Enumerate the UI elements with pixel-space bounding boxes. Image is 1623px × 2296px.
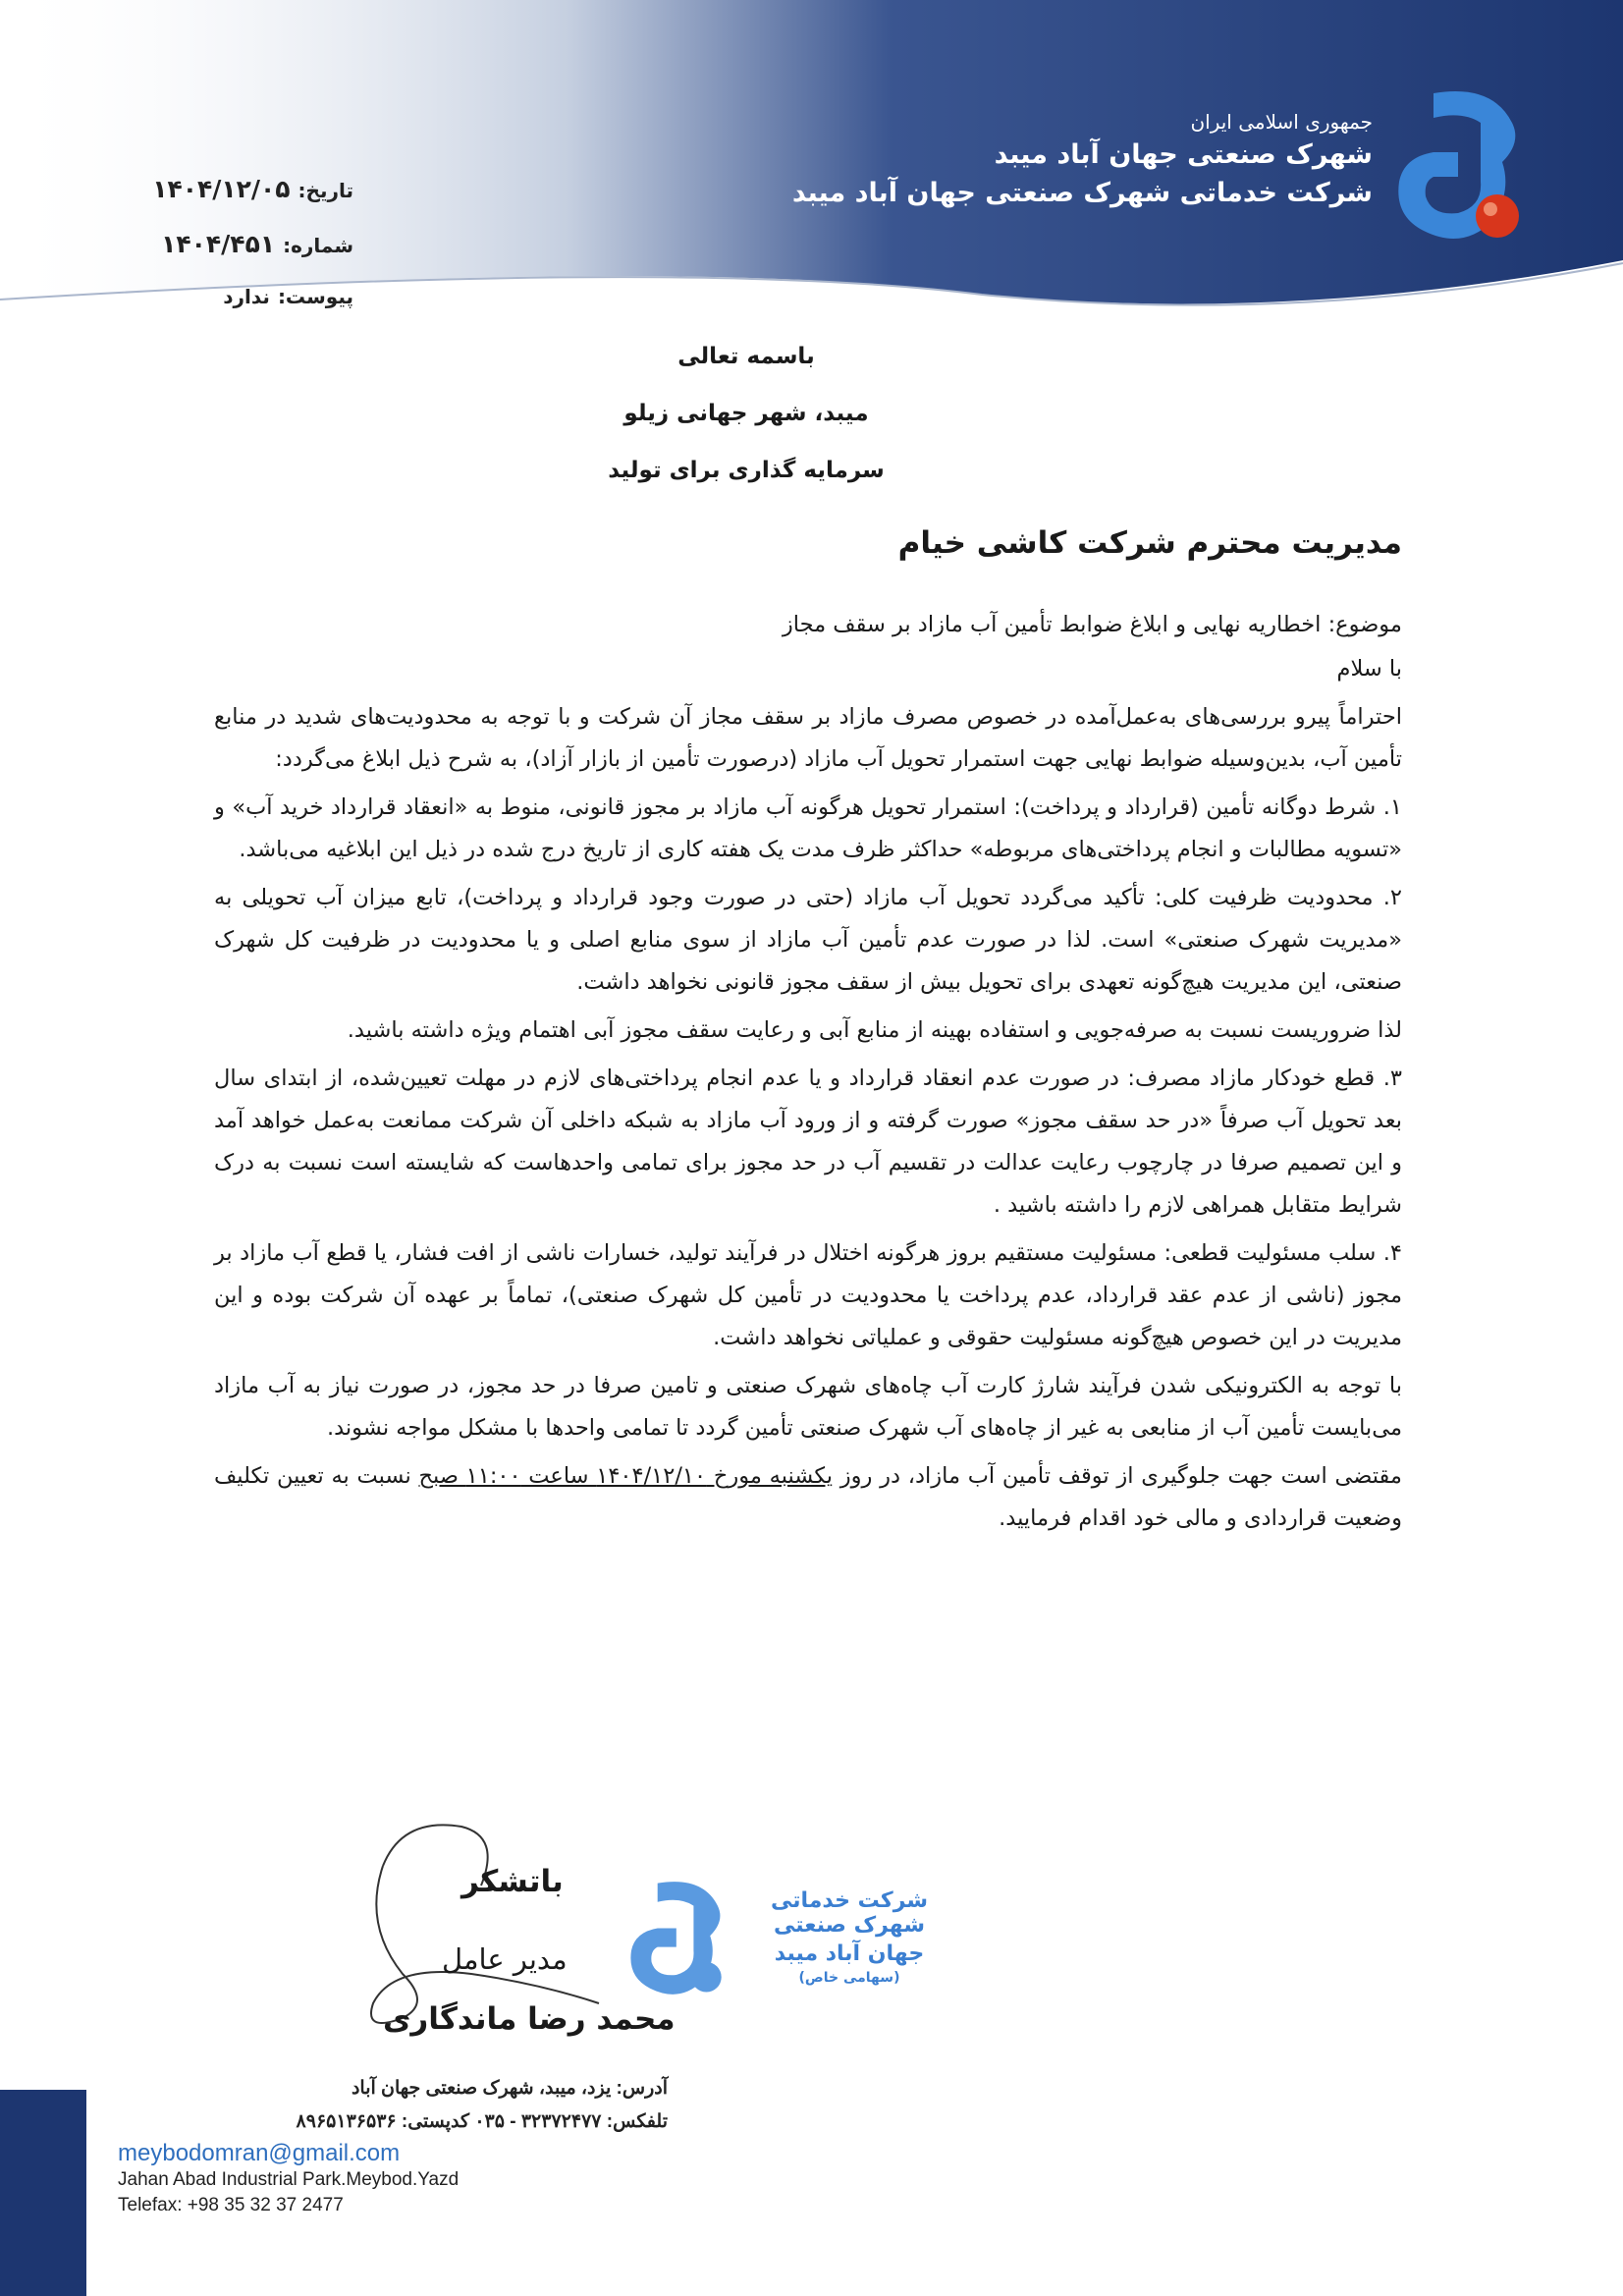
- paragraph-clause-2: ۲. محدودیت ظرفیت کلی: تأکید می‌گردد تحویل آب مازاد (حتی در صورت وجود قرارداد و پرداخت)، تابع میزان آب تحویلی به «مدیریت شهرک صنعتی» است. لذا در صورت عدم تأمین آب مازاد از سوی منابع اصلی و یا محدودیت در ظرفیت کل شهرک صنعتی، این مدیریت هیچ‌گونه تعهدی برای تحویل بیش از سقف مجوز قانونی نخواهد داشت.: [214, 885, 1402, 995]
- deadline-date: یکشنبه مورخ ۱۴۰۴/۱۲/۱۰ ساعت ۱۱:۰۰ صبح: [418, 1463, 834, 1489]
- number-value: ۱۴۰۴/۴۵۱: [161, 230, 276, 258]
- invocation: باسمه تعالی: [677, 344, 815, 369]
- paragraph-clause-3: ۳. قطع خودکار مازاد مصرف: در صورت عدم انعقاد قرارداد و یا عدم انجام پرداختی‌های لازم در مهلت تعیین‌شده، از ابتدای سال بعد تحویل آب صرفاً «در حد سقف مجوز» صورت گرفته و از ورود آب مازاد به شبکه داخلی آن شرکت ممانعت به‌عمل خواهد آمد و این تصمیم صرفا در چارچوب رعایت عدالت در تقسیم آب در حد مجوز برای تمامی واحدهاست که شایسته است نسبت به درک شرایط متقابل همراهی لازم را داشته باشید .: [214, 1066, 1402, 1218]
- deadline-after: نسبت به تعیین تکلیف وضعیت قراردادی و مالی خود اقدام فرمایید.: [214, 1463, 1402, 1531]
- subject-line: موضوع: اخطاریه نهایی و ابلاغ ضوابط تأمین آب مازاد بر سقف مجاز: [782, 612, 1402, 637]
- date-row: [118, 175, 353, 230]
- signature-name: محمد رضا ماندگاری: [383, 2001, 676, 2037]
- letter-body: [214, 604, 1402, 1546]
- footer-address: آدرس: یزد، میبد، شهرک صنعتی جهان آباد: [351, 2078, 668, 2099]
- stamp-logo: [609, 1876, 736, 2003]
- footer-en-telefax: Telefax: +98 35 32 37 2477: [118, 2195, 344, 2215]
- paragraph-electronic: با توجه به الکترونیکی شدن فرآیند شارژ کارت آب چاه‌های شهرک صنعتی و تامین صرفا در حد مجوز، در صورت نیاز به آب مازاد می‌بایست تأمین آب از منابعی به غیر از چاه‌های آب شهرک صنعتی تأمین گردد تا تمامی واحدها با مشکل مواجه نشوند.: [214, 1373, 1402, 1441]
- paragraph-clause-4: ۴. سلب مسئولیت قطعی: مسئولیت مستقیم بروز هرگونه اختلال در فرآیند تولید، خسارات ناشی از افت فشار، یا قطع آب مازاد بر مجوز (ناشی از عدم عقد قرارداد، عدم پرداخت یا محدودیت در تأمین کل شهرک صنعتی)، تماماً بر عهده آن شرکت بوده و این مدیریت در این خصوص هیچ‌گونه مسئولیت حقوقی و عملیاتی نخواهد داشت.: [214, 1240, 1402, 1350]
- paragraph-note: لذا ضروریست نسبت به صرفه‌جویی و استفاده بهینه از منابع آبی و رعایت سقف مجوز آبی اهتمام ویژه داشته باشید.: [347, 1017, 1402, 1043]
- stamp-text: [736, 1888, 962, 1986]
- attachment-value: ندارد: [223, 285, 270, 308]
- org-logo: [1375, 83, 1532, 250]
- signature-thanks: باتشکر: [461, 1864, 564, 1899]
- year-slogan: سرمایه گذاری برای تولید: [608, 458, 885, 483]
- footer-en-address: Jahan Abad Industrial Park.Meybod.Yazd: [118, 2169, 460, 2190]
- deadline-before: مقتضی است جهت جلوگیری از توقف تأمین آب مازاد، در روز: [833, 1463, 1402, 1489]
- stamp-line-1: شرکت خدماتی شهرک صنعتی: [770, 1888, 929, 1938]
- letter-meta: [118, 175, 353, 340]
- paragraph-intro: احتراماً پیرو بررسی‌های به‌عمل‌آمده در خصوص مصرف مازاد بر سقف مجاز آن شرکت و با توجه به محدودیت‌های شدید در منابع تأمین آب، بدین‌وسیله ضوابط نهایی جهت استمرار تحویل آب مازاد (درصورت تأمین از بازار آزاد)، به شرح ذیل ابلاغ می‌گردد:: [214, 704, 1402, 772]
- attachment-row: [118, 285, 353, 340]
- company-stamp: [609, 1871, 962, 2008]
- recipient-line: مدیریت محترم شرکت کاشی خیام: [897, 525, 1402, 561]
- greeting: با سلام: [1336, 656, 1402, 682]
- attachment-label: پیوست:: [277, 285, 353, 308]
- stamp-line-2: جهان آباد میبد: [774, 1941, 925, 1966]
- org-title-block: [784, 110, 1373, 208]
- date-value: ۱۴۰۴/۱۲/۰۵: [152, 175, 291, 203]
- footer-email: meybodomran@gmail.com: [118, 2140, 401, 2166]
- country-line: جمهوری اسلامی ایران: [1190, 110, 1373, 134]
- company-line: شرکت خدماتی شهرک صنعتی جهان آباد میبد: [791, 178, 1373, 208]
- number-label: شماره:: [283, 234, 353, 257]
- stamp-line-3: (سهامی خاص): [798, 1970, 900, 1986]
- signature-title: مدیر عامل: [442, 1942, 568, 1976]
- footer-telfax: تلفکس: ۳۲۳۷۲۴۷۷ - ۰۳۵ کدپستی: ۸۹۶۵۱۳۶۵۳۶: [296, 2111, 668, 2132]
- date-label: تاریخ:: [298, 179, 353, 202]
- footer-accent-bar: [0, 2090, 86, 2296]
- footer-contact: [118, 2077, 668, 2220]
- city-slogan: میبد، شهر جهانی زیلو: [623, 401, 869, 426]
- paragraph-clause-1: ۱. شرط دوگانه تأمین (قرارداد و پرداخت): استمرار تحویل هرگونه آب مازاد بر مجوز قانونی، منوط به «انعقاد قرارداد خرید آب» و «تسویه مطالبات و انجام پرداختی‌های مربوطه» حداکثر ظرف مدت یک هفته کاری از تاریخ درج شده در ذیل این ابلاغیه می‌باشد.: [214, 794, 1402, 862]
- paragraph-deadline: [214, 1455, 1402, 1540]
- number-row: [118, 230, 353, 285]
- park-line: شهرک صنعتی جهان آباد میبد: [994, 139, 1373, 170]
